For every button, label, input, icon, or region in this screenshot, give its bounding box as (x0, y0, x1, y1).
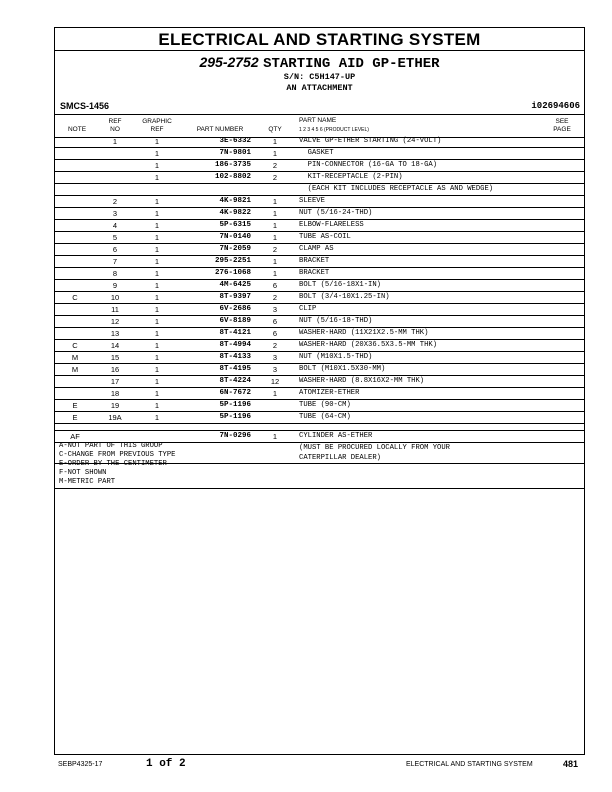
table-row: E 19 1 5P-1196 TUBE (90-CM) (55, 400, 584, 412)
table-row: M 15 1 8T-4133 3 NUT (M10X1.5-THD) (55, 352, 584, 364)
page-number: 481 (563, 759, 579, 769)
table-row: 12 1 6V-8189 6 NUT (5/16-18-THD) (55, 316, 584, 328)
table-row: 1 1 3E-6332 1 VALVE GP-ETHER STARTING (24-VOLT) (55, 136, 584, 148)
table-row: C 10 1 8T-9397 2 BOLT (3/4-10X1.25-IN) (55, 292, 584, 304)
smcs-code: SMCS-1456 (60, 101, 110, 111)
table-spacer (55, 424, 584, 431)
col-see-1: SEE (555, 118, 569, 125)
table-row: 1 102-8802 2 KIT-RECEPTACLE (2-PIN) (55, 172, 584, 184)
page-frame (54, 27, 585, 755)
table-row: 18 1 6N-7672 1 ATOMIZER-ETHER (55, 388, 584, 400)
table-row: 11 1 6V-2686 3 CLIP (55, 304, 584, 316)
col-graphic-1: GRAPHIC (142, 118, 172, 125)
table-row: AF 7N-0296 1 CYLINDER AS-ETHER (55, 431, 584, 443)
doc-code: SEBP4325-17 (58, 761, 103, 768)
col-ref-2: NO (110, 126, 120, 133)
section-title: ELECTRICAL AND STARTING SYSTEM (55, 28, 584, 51)
legend-divider (55, 488, 584, 489)
group-heading (55, 54, 584, 94)
parts-table (55, 136, 584, 464)
notes-legend (59, 442, 175, 487)
legend-item: A-NOT PART OF THIS GROUP (59, 442, 163, 450)
table-row: 5 1 7N-0140 1 TUBE AS-COIL (55, 232, 584, 244)
table-row: 13 1 8T-4121 6 WASHER-HARD (11X21X2.5-MM THK) (55, 328, 584, 340)
table-row: 1 7N-9801 1 GASKET (55, 148, 584, 160)
col-ref-1: REF (108, 118, 122, 125)
table-row: 4 1 5P-6315 1 ELBOW-FLARELESS (55, 220, 584, 232)
page-footer (0, 760, 612, 774)
col-note: NOTE (67, 126, 87, 133)
col-qty: QTY (268, 126, 282, 133)
serial-number: S/N: C5H147-UP (283, 72, 356, 82)
footer-section: ELECTRICAL AND STARTING SYSTEM (406, 761, 533, 768)
attachment-label: AN ATTACHMENT (286, 83, 353, 93)
illustration-id: i02694606 (531, 101, 580, 111)
table-row: E 19A 1 5P-1196 TUBE (64-CM) (55, 412, 584, 424)
legend-item: E-ORDER BY THE CENTIMETER (59, 460, 167, 468)
col-graphic-2: REF (150, 126, 164, 133)
page-of: 1 of 2 (146, 758, 186, 770)
table-row: 8 1 276-1068 1 BRACKET (55, 268, 584, 280)
table-row: 2 1 4K-9821 1 SLEEVE (55, 196, 584, 208)
col-product-level: 1 2 3 4 5 6 (PRODUCT LEVEL) (299, 127, 369, 133)
table-row: CATERPILLAR DEALER) (55, 453, 584, 464)
table-row: 17 1 8T-4224 12 WASHER-HARD (8.8X16X2-MM THK) (55, 376, 584, 388)
legend-item: C-CHANGE FROM PREVIOUS TYPE (59, 451, 176, 459)
table-row: 6 1 7N-2059 2 CLAMP AS (55, 244, 584, 256)
group-part-number: 295-2752 (199, 54, 259, 70)
table-row: (MUST BE PROCURED LOCALLY FROM YOUR (299, 444, 450, 452)
col-part-number: PART NUMBER (196, 126, 244, 133)
legend-item: F-NOT SHOWN (59, 469, 107, 477)
table-row: 1 186-3735 2 PIN-CONNECTOR (16-GA TO 18-GA) (55, 160, 584, 172)
col-part-name: PART NAME (299, 117, 337, 124)
table-row: 9 1 4M-6425 6 BOLT (5/16-18X1-IN) (55, 280, 584, 292)
col-see-2: PAGE (553, 126, 571, 133)
column-header (55, 114, 584, 138)
group-name: STARTING AID GP-ETHER (263, 56, 440, 72)
table-row: 3 1 4K-9822 1 NUT (5/16-24-THD) (55, 208, 584, 220)
table-row: M 16 1 8T-4195 3 BOLT (M10X1.5X30-MM) (55, 364, 584, 376)
legend-item: M-METRIC PART (59, 478, 116, 486)
table-row: 7 1 295-2251 1 BRACKET (55, 256, 584, 268)
table-row: (EACH KIT INCLUDES RECEPTACLE AS AND WEDGE) (55, 184, 584, 196)
table-row: C 14 1 8T-4994 2 WASHER-HARD (20X36.5X3.5-MM THK) (55, 340, 584, 352)
